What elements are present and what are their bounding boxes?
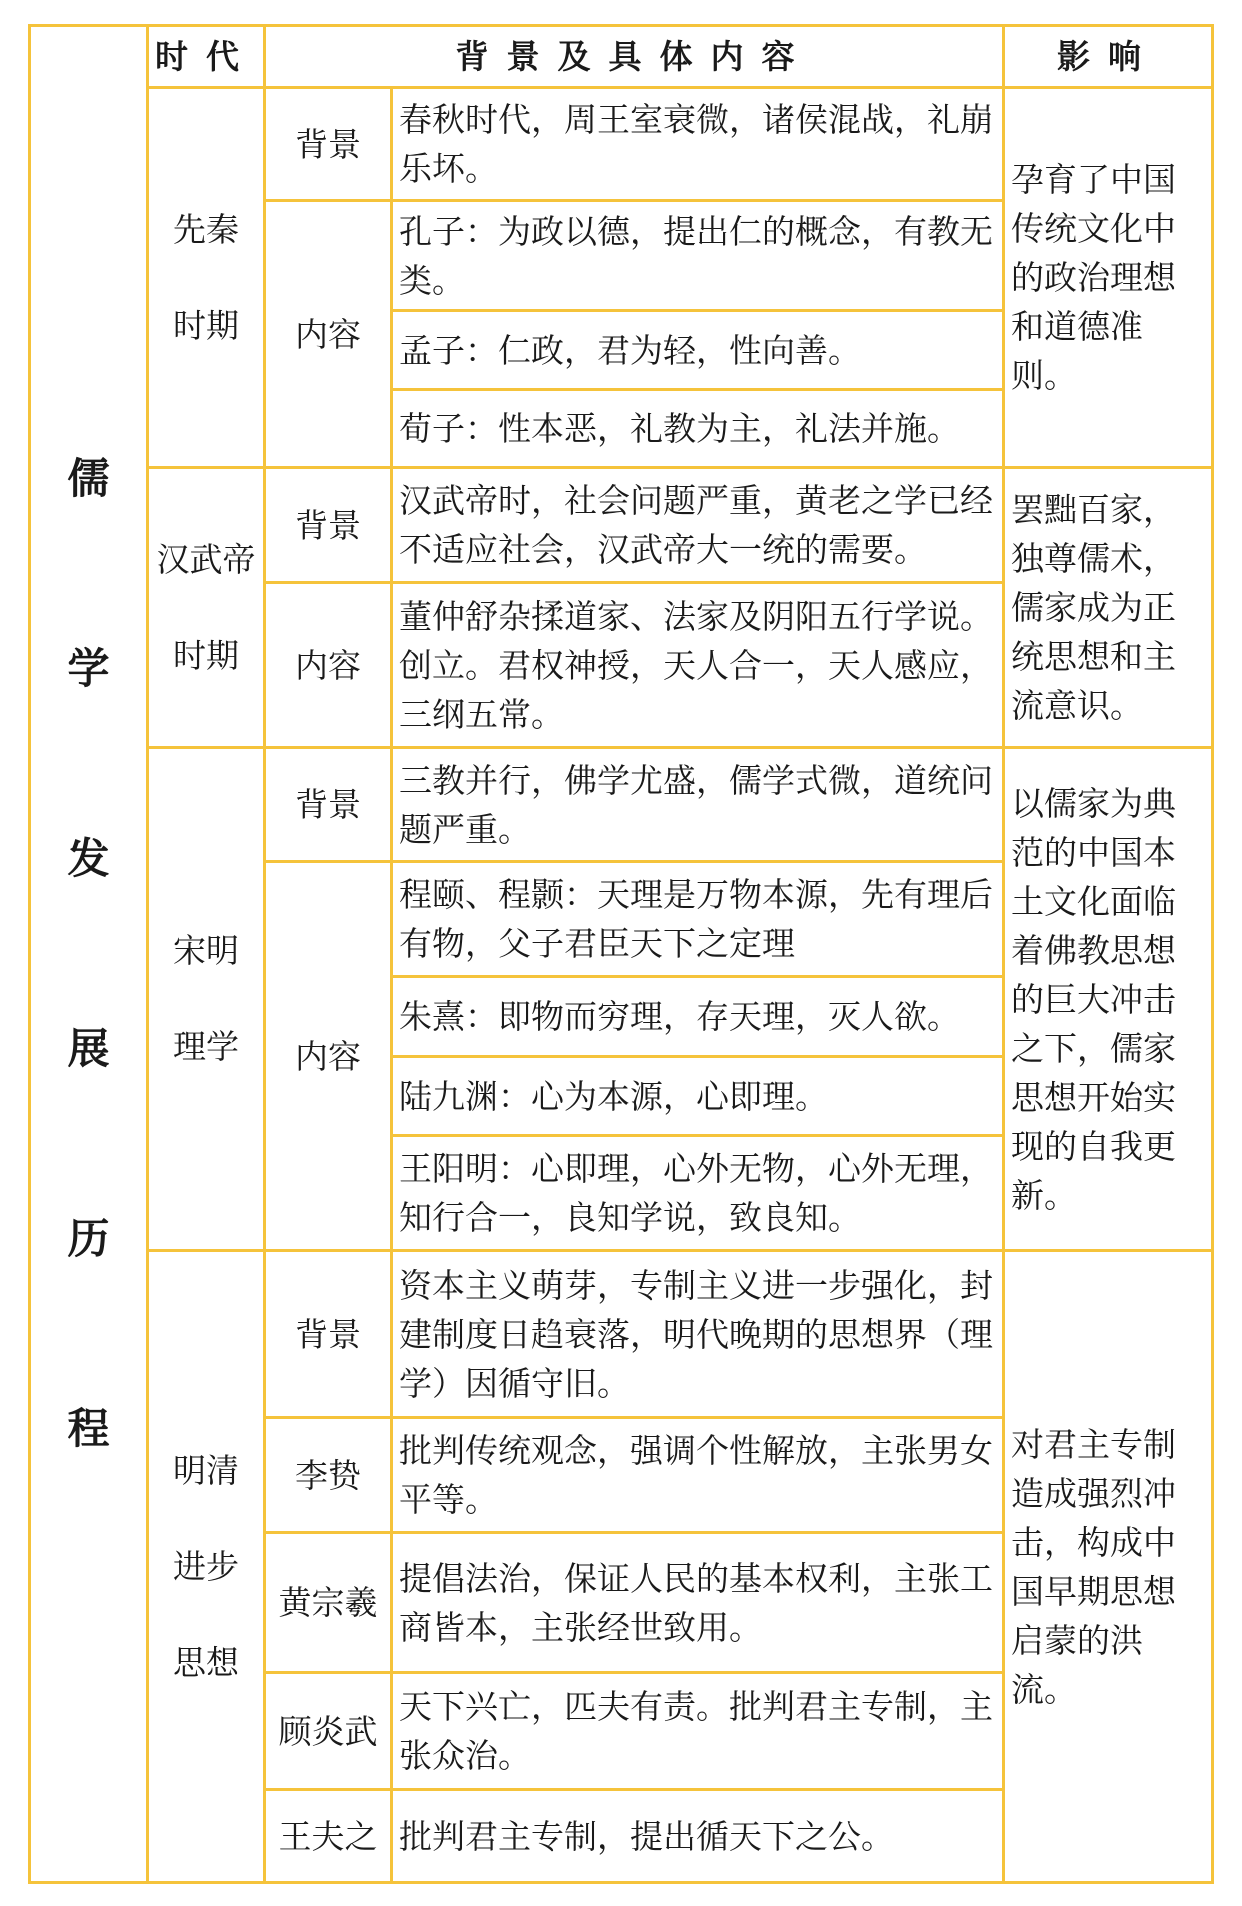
era-cell: 先秦 时期 [148,88,265,468]
table-row [30,748,1213,862]
table-row [30,468,1213,583]
category-background: 背景 [265,748,392,862]
table-row [30,1251,1213,1418]
thinker-content: 批判君主专制，提出循天下之公。 [392,1790,1004,1883]
confucianism-history-table [28,24,1214,1884]
content-text: 王阳明：心即理，心外无物，心外无理，知行合一，良知学说，致良知。 [392,1136,1004,1251]
category-background: 背景 [265,88,392,201]
thinker-name: 王夫之 [265,1790,392,1883]
side-title-char: 发 [67,834,110,883]
header-row [30,26,1213,88]
category-content: 内容 [265,862,392,1251]
thinker-name: 顾炎武 [265,1673,392,1790]
era-cell: 明清 进步 思想 [148,1251,265,1883]
impact-text: 对君主专制造成强烈冲击，构成中国早期思想启蒙的洪流。 [1004,1251,1213,1883]
header-content: 背景及具体内容 [265,26,1004,88]
era-cell: 宋明 理学 [148,748,265,1251]
background-text: 春秋时代，周王室衰微，诸侯混战，礼崩乐坏。 [392,88,1004,201]
content-text: 陆九渊：心为本源，心即理。 [392,1057,1004,1136]
background-text: 三教并行，佛学尤盛，儒学式微，道统问题严重。 [392,748,1004,862]
thinker-content: 天下兴亡，匹夫有责。批判君主专制，主张众治。 [392,1673,1004,1790]
content-text: 程颐、程颢：天理是万物本源，先有理后有物，父子君臣天下之定理 [392,862,1004,977]
content-text: 孟子：仁政，君为轻，性向善。 [392,311,1004,390]
header-era: 时代 [148,26,265,88]
era-cell: 汉武帝 时期 [148,468,265,748]
background-text: 汉武帝时，社会问题严重，黄老之学已经不适应社会，汉武帝大一统的需要。 [392,468,1004,583]
content-text: 朱熹：即物而穷理，存天理，灭人欲。 [392,977,1004,1057]
background-text: 资本主义萌芽，专制主义进一步强化，封建制度日趋衰落，明代晚期的思想界（理学）因循守旧。 [392,1251,1004,1418]
header-impact: 影响 [1004,26,1213,88]
category-content: 内容 [265,583,392,748]
thinker-content: 提倡法治，保证人民的基本权利，主张工商皆本，主张经世致用。 [392,1533,1004,1673]
thinker-content: 批判传统观念，强调个性解放，主张男女平等。 [392,1418,1004,1533]
side-title [30,26,148,1883]
side-title-char: 学 [67,644,110,693]
side-title-char: 展 [67,1024,110,1073]
side-title-char: 程 [67,1404,110,1453]
impact-text: 罢黜百家，独尊儒术，儒家成为正统思想和主流意识。 [1004,468,1213,748]
impact-text: 以儒家为典范的中国本土文化面临着佛教思想的巨大冲击之下，儒家思想开始实现的自我更新。 [1004,748,1213,1251]
content-text: 董仲舒杂揉道家、法家及阴阳五行学说。创立。君权神授，天人合一，天人感应，三纲五常。 [392,583,1004,748]
content-text: 荀子：性本恶，礼教为主，礼法并施。 [392,390,1004,468]
category-content: 内容 [265,201,392,468]
thinker-name: 黄宗羲 [265,1533,392,1673]
side-title-char: 儒 [67,454,110,503]
table-row [30,88,1213,201]
thinker-name: 李贽 [265,1418,392,1533]
side-title-char: 历 [67,1214,110,1263]
impact-text: 孕育了中国传统文化中的政治理想和道德准则。 [1004,88,1213,468]
category-background: 背景 [265,1251,392,1418]
content-text: 孔子：为政以德，提出仁的概念，有教无类。 [392,201,1004,311]
category-background: 背景 [265,468,392,583]
